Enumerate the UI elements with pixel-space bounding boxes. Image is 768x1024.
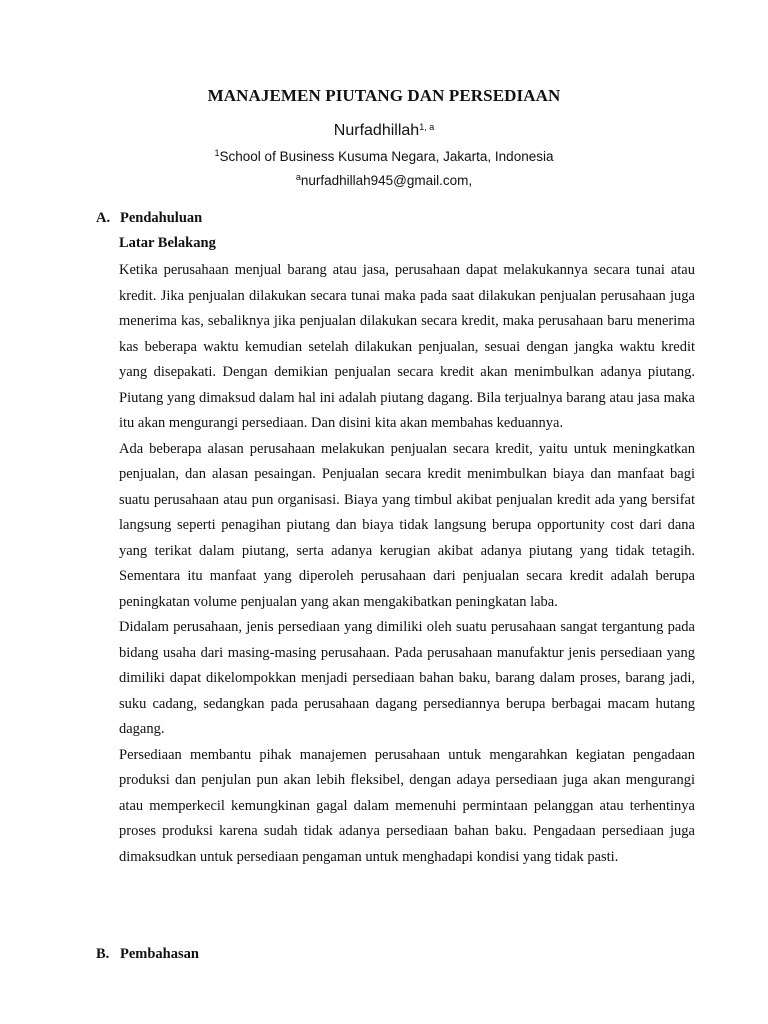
affiliation-text: School of Business Kusuma Negara, Jakarta, Indonesia xyxy=(219,149,554,164)
author-name: Nurfadhillah xyxy=(333,122,420,139)
email-superscript: a xyxy=(295,172,301,182)
section-a-title: Pendahuluan xyxy=(120,210,203,226)
paragraph: Ketika perusahaan menjual barang atau jasa, perusahaan dapat melakukannya secara tunai atau kredit. Jika penjualan dilakukan secara tunai maka pada saat dilakukan penjualan perusahaan juga menerima kas, sebaliknya jika penjualan dilakukan secara kredit, maka perusahaan baru menerima kas beberapa waktu kemudian setelah dilakukan penjualan, sesuai dengan jangka waktu kredit yang disepakati. Dengan demikian penjualan secara kredit akan menimbulkan adanya piutang. Piutang yang dimaksud dalam hal ini adalah piutang dagang. Bila terjualnya barang atau jasa maka itu akan mengurangi persediaan. Dan disini kita akan membahas keduannya. xyxy=(119,262,695,431)
affiliation-superscript: 1 xyxy=(214,148,220,158)
section-b-title: Pembahasan xyxy=(120,946,199,962)
section-a-number: A. xyxy=(96,210,111,226)
section-a-heading xyxy=(96,210,202,227)
paragraph: Ada beberapa alasan perusahaan melakukan penjualan secara kredit, yaitu untuk meningkatkan penjualan, dan alasan pesaingan. Penjualan secara kredit menimbulkan biaya dan manfaat bagi suatu perusahaan atau pun organisasi. Biaya yang timbul akibat penjualan kredit ada yang bersifat langsung seperti penagihan piutang dan biaya tidak langsung berupa opportunity cost dari dana yang terikat dalam piutang, serta adanya kerugian akibat adanya piutang yang tidak tetagih. Sementara itu manfaat yang diperoleh perusahaan dari penjualan secara kredit adalah berupa peningkatan volume penjualan yang akan mengakibatkan peningkatan laba. xyxy=(119,440,695,610)
section-b-number: B. xyxy=(96,946,110,962)
paper-title: MANAJEMEN PIUTANG DAN PERSEDIAAN xyxy=(207,86,561,105)
section-b-heading xyxy=(96,946,199,963)
subheading-latar-belakang: Latar Belakang xyxy=(119,235,216,251)
paragraph: Persediaan membantu pihak manajemen perusahaan untuk mengarahkan kegiatan pengadaan produksi dan penjulan pun akan lebih fleksibel, dengan adaya persediaan juga akan mengurangi atau memperkecil kemungkinan gagal dalam memenuhi permintaan pelanggan atau terhentinya proses produksi karena sudah tidak adanya persediaan bahan baku. Pengadaan persediaan juga dimaksudkan untuk persediaan pengaman untuk menghadapi kondisi yang tidak pasti. xyxy=(119,746,695,865)
paragraph: Didalam perusahaan, jenis persediaan yang dimiliki oleh suatu perusahaan sangat tergantung pada bidang usaha dari masing-masing perusahaan. Pada perusahaan manufaktur jenis persediaan yang dimiliki dapat dikelompokkan menjadi persediaan bahan baku, barang dalam proses, barang jadi, suku cadang, sedangkan pada perusahaan dagang persediannya berupa berbagai macam hutang dagang. xyxy=(119,619,695,737)
author-superscript: 1, a xyxy=(419,122,435,132)
body-text xyxy=(119,258,695,870)
email-text: nurfadhillah945@gmail.com, xyxy=(300,173,473,188)
author-line xyxy=(0,122,768,140)
email-line xyxy=(0,173,768,188)
affiliation-line xyxy=(0,149,768,164)
